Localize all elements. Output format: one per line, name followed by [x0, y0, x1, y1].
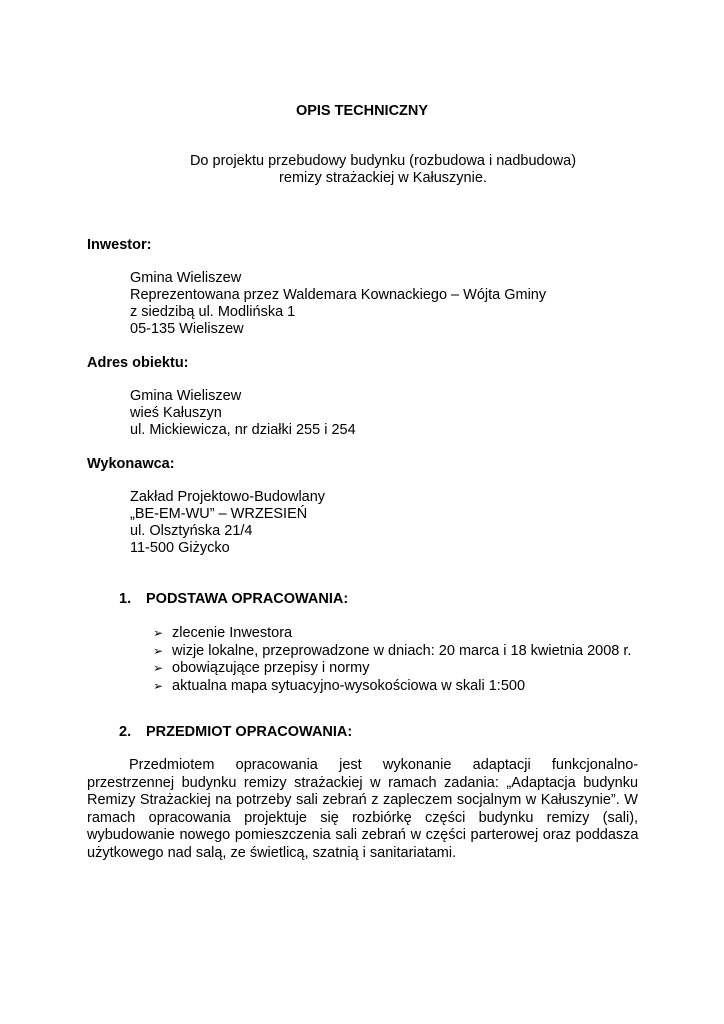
arrow-bullet-icon: ➢	[153, 679, 164, 694]
bullet-text: aktualna mapa sytuacyjno-wysokościowa w skali 1:500	[172, 678, 526, 695]
paragraph-line: użytkowego nad salą, ze świetlicą, szatnią i sanitariatami.	[87, 844, 457, 861]
address-line: wieś Kałuszyn	[130, 405, 222, 421]
list-item	[153, 678, 631, 696]
address-line: Gmina Wieliszew	[130, 388, 242, 404]
section-2-paragraph	[87, 757, 638, 863]
list-item	[153, 643, 631, 661]
investor-block	[130, 270, 546, 338]
arrow-bullet-icon: ➢	[153, 661, 164, 676]
basis-bullet-list	[153, 625, 631, 696]
investor-line: Reprezentowana przez Waldemara Kownackiego – Wójta Gminy	[130, 287, 547, 303]
investor-line: 05-135 Wieliszew	[130, 321, 244, 337]
address-line: ul. Mickiewicza, nr działki 255 i 254	[130, 422, 356, 438]
contractor-line: 11-500 Giżycko	[130, 540, 230, 556]
section-2-heading	[119, 724, 352, 741]
arrow-bullet-icon: ➢	[153, 626, 164, 640]
document-subtitle	[0, 153, 724, 187]
paragraph-line: przestrzennej budynku remizy strażackiej w ramach zadania: „Adaptacja budynku	[87, 774, 639, 791]
investor-label: Inwestor:	[87, 237, 152, 253]
section-1-number: 1.	[119, 591, 132, 607]
contractor-line: Zakład Projektowo-Budowlany	[130, 489, 326, 505]
paragraph-line: ramach opracowania projektuje się rozbiórkę części budynku remizy (sali),	[87, 809, 639, 826]
bullet-text: obowiązujące przepisy i normy	[172, 660, 370, 677]
paragraph-line: Przedmiotem opracowania jest wykonanie adaptacji funkcjonalno-	[129, 757, 639, 773]
subtitle-line-1: Do projektu przebudowy budynku (rozbudowa i nadbudowa)	[189, 153, 577, 169]
bullet-text: wizje lokalne, przeprowadzone w dniach: 20 marca i 18 kwietnia 2008 r.	[172, 642, 632, 659]
contractor-line: ul. Olsztyńska 21/4	[130, 523, 253, 539]
section-1-heading	[119, 591, 348, 608]
section-1-title: PODSTAWA OPRACOWANIA:	[146, 591, 349, 607]
contractor-block	[130, 489, 325, 557]
section-2-title: PRZEDMIOT OPRACOWANIA:	[146, 724, 353, 740]
contractor-line: „BE-EM-WU” – WRZESIEŃ	[130, 506, 308, 522]
investor-line: z siedzibą ul. Modlińska 1	[130, 304, 296, 320]
arrow-bullet-icon: ➢	[153, 643, 164, 658]
paragraph-line: wybudowanie nowego pomieszczenia sali zebrań w części parterowej oraz poddasza	[87, 827, 639, 844]
paragraph-line: Remizy Strażackiej na potrzeby sali zebrań z zapleczem socjalnym w Kałuszynie”. W	[87, 792, 638, 809]
investor-line: Gmina Wieliszew	[130, 270, 242, 286]
section-2-number: 2.	[119, 724, 132, 740]
list-item	[153, 625, 631, 643]
address-block	[130, 388, 356, 439]
list-item	[153, 660, 631, 678]
contractor-label: Wykonawca:	[87, 456, 175, 472]
bullet-text: zlecenie Inwestora	[172, 625, 293, 641]
address-label: Adres obiektu:	[87, 355, 189, 371]
document-title: OPIS TECHNICZNY	[295, 103, 429, 119]
subtitle-line-2: remizy strażackiej w Kałuszynie.	[279, 170, 487, 186]
